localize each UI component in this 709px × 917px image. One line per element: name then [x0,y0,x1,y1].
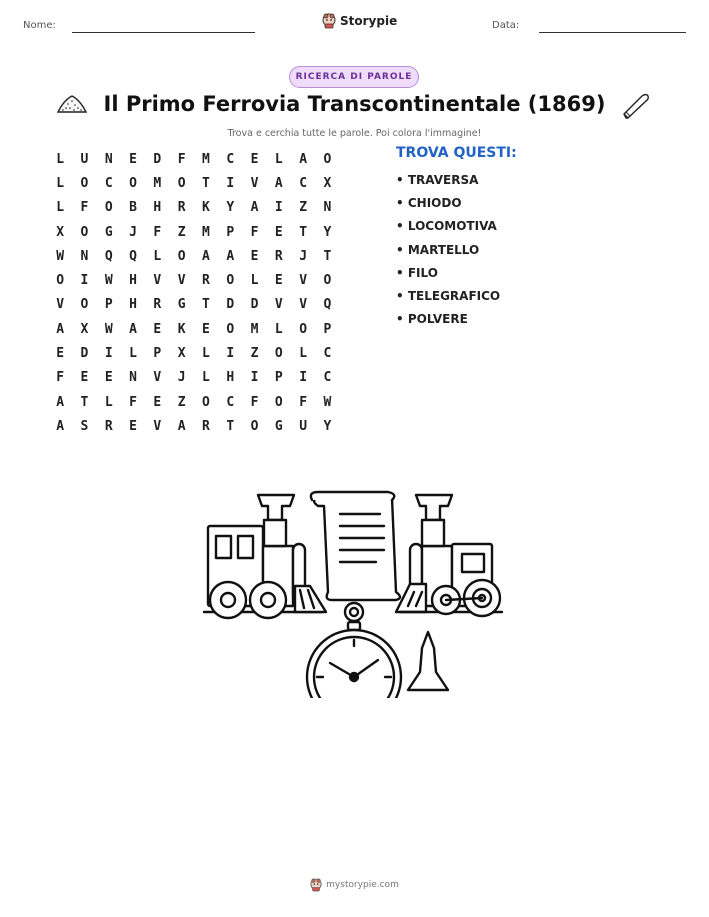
grid-cell[interactable]: V [299,273,308,289]
grid-cell[interactable]: E [274,273,283,289]
grid-cell[interactable]: I [274,200,283,216]
grid-cell[interactable]: P [323,321,332,337]
grid-cell[interactable]: O [274,346,283,362]
grid-cell[interactable]: Z [299,200,308,216]
grid-cell[interactable]: E [202,321,210,337]
activity-badge: RICERCA DI PAROLE [289,66,419,88]
grid-cell[interactable]: O [323,151,332,167]
grid-cell[interactable]: B [129,200,137,216]
grid-cell[interactable]: V [153,370,162,386]
grid-cell[interactable]: N [80,248,89,264]
grid-cell[interactable]: R [104,418,113,434]
word-list-item: • POLVERE [396,312,468,327]
grid-cell[interactable]: O [299,321,308,337]
grid-cell[interactable]: T [202,175,210,191]
grid-cell[interactable]: N [104,151,113,167]
grid-cell[interactable]: L [274,321,283,337]
grid-cell[interactable]: F [56,370,65,386]
grid-cell[interactable]: I [250,370,259,386]
grid-cell[interactable]: O [323,273,332,289]
grid-cell[interactable]: L [56,175,65,191]
grid-cell[interactable]: X [323,175,332,191]
grid-cell[interactable]: E [274,224,283,240]
grid-cell[interactable]: F [250,224,259,240]
grid-cell[interactable]: E [250,248,259,264]
grid-cell[interactable]: F [299,394,308,410]
grid-cell[interactable]: T [202,297,210,313]
grid-cell[interactable]: H [129,297,137,313]
grid-cell[interactable]: O [80,175,89,191]
grid-cell[interactable]: W [104,273,113,289]
grid-cell[interactable]: R [177,200,186,216]
word-search-grid[interactable] [48,147,340,439]
grid-cell[interactable]: O [177,175,186,191]
word-list-item: • LOCOMOTIVA [396,219,497,234]
grid-cell[interactable]: G [274,418,283,434]
grid-cell[interactable]: C [104,175,113,191]
word-list-item: • TRAVERSA [396,173,479,187]
grid-cell[interactable]: F [80,200,89,216]
grid-cell[interactable]: E [104,370,113,386]
brand-name: Storypie [340,14,398,28]
grid-cell[interactable]: T [226,418,235,434]
grid-cell[interactable]: A [250,200,259,216]
grid-cell[interactable]: I [226,346,235,362]
grid-cell[interactable]: A [56,394,65,410]
grid-cell[interactable]: V [177,273,186,289]
grid-cell[interactable]: R [202,418,210,434]
grid-cell[interactable]: O [80,297,89,313]
grid-cell[interactable]: O [104,200,113,216]
grid-cell[interactable]: D [153,151,162,167]
grid-cell[interactable]: T [299,224,308,240]
grid-cell[interactable]: E [129,418,137,434]
grid-cell[interactable]: E [250,151,259,167]
grid-cell[interactable]: U [80,151,89,167]
footer-url[interactable]: mystorypie.com [326,880,399,890]
grid-cell[interactable]: J [299,248,308,264]
pencil-icon [620,90,652,122]
grid-cell[interactable]: R [274,248,283,264]
storypie-mascot-icon [322,13,336,29]
page-title: Il Primo Ferrovia Transcontinentale (1869) [103,92,606,116]
date-line[interactable] [539,32,686,33]
grid-cell[interactable]: Y [323,224,332,240]
footer [0,878,709,892]
grid-cell[interactable]: I [299,370,308,386]
grid-cell[interactable]: E [56,346,65,362]
grid-cell[interactable]: L [56,151,65,167]
grid-cell[interactable]: Q [129,248,137,264]
grid-cell[interactable]: D [250,297,259,313]
grid-cell[interactable]: Z [177,394,186,410]
grid-cell[interactable]: C [299,175,308,191]
grid-cell[interactable]: I [80,273,89,289]
grid-cell[interactable]: E [153,394,162,410]
name-line[interactable] [72,32,255,33]
grid-cell[interactable]: O [129,175,137,191]
grid-cell[interactable]: N [129,370,137,386]
grid-cell[interactable]: F [153,224,162,240]
grid-cell[interactable]: Y [226,200,235,216]
grid-cell[interactable]: I [104,346,113,362]
word-list-item: • CHIODO [396,196,462,211]
grid-cell[interactable]: O [56,273,65,289]
railroad-spike[interactable] [408,632,448,690]
grid-cell[interactable]: V [153,418,162,434]
grid-cell[interactable]: O [80,224,89,240]
grid-cell[interactable]: R [153,297,162,313]
grid-cell[interactable]: O [250,418,259,434]
grid-cell[interactable]: C [226,394,235,410]
grid-cell[interactable]: L [250,273,259,289]
grid-cell[interactable]: O [202,394,210,410]
grid-cell[interactable]: D [226,297,235,313]
grid-cell[interactable]: M [202,224,210,240]
grid-cell[interactable]: X [56,224,65,240]
grid-cell[interactable]: F [177,151,186,167]
grid-cell[interactable]: A [129,321,137,337]
grid-cell[interactable]: K [177,321,186,337]
grid-cell[interactable]: V [299,297,308,313]
grid-cell[interactable]: C [323,370,332,386]
grid-cell[interactable]: C [226,151,235,167]
grid-cell[interactable]: J [177,370,186,386]
grid-cell[interactable]: W [56,248,65,264]
grid-cell[interactable]: P [104,297,113,313]
grid-cell[interactable]: X [80,321,89,337]
grid-cell[interactable]: P [153,346,162,362]
word-list-item: • FILO [396,265,438,280]
locomotive-right[interactable] [396,495,502,616]
grid-cell[interactable]: I [226,175,235,191]
grid-cell[interactable]: Z [250,346,259,362]
grid-cell[interactable]: A [274,175,283,191]
grid-cell[interactable]: P [226,224,235,240]
grid-cell[interactable]: E [129,151,137,167]
grid-cell[interactable]: C [323,346,332,362]
grid-cell[interactable]: V [56,297,65,313]
document-scroll[interactable] [311,492,400,600]
grid-cell[interactable]: L [202,346,210,362]
grid-cell[interactable]: G [104,224,113,240]
grid-cell[interactable]: V [250,175,259,191]
word-list [396,172,500,334]
grid-cell[interactable]: Q [323,297,332,313]
locomotive-left[interactable] [204,495,326,618]
grid-cell[interactable]: N [323,200,332,216]
grid-cell[interactable]: L [299,346,308,362]
date-label: Data: [492,20,520,31]
grid-cell[interactable]: Z [177,224,186,240]
grid-cell[interactable]: F [250,394,259,410]
grid-cell[interactable]: R [202,273,210,289]
grid-cell[interactable]: L [274,151,283,167]
grid-cell[interactable]: U [299,418,308,434]
storypie-mascot-icon [310,878,322,892]
grid-cell[interactable]: L [153,248,162,264]
grid-cell[interactable]: W [323,394,332,410]
grid-cell[interactable]: H [226,370,235,386]
grid-cell[interactable]: A [226,248,235,264]
grid-cell[interactable]: F [129,394,137,410]
grid-cell[interactable]: L [129,346,137,362]
instructions: Trova e cerchia tutte le parole. Poi colora l'immagine! [227,128,482,139]
grid-cell[interactable]: T [80,394,89,410]
grid-cell[interactable]: J [129,224,137,240]
grid-cell[interactable]: O [226,273,235,289]
grid-cell[interactable]: O [177,248,186,264]
grid-cell[interactable]: T [323,248,332,264]
grid-cell[interactable]: Y [323,418,332,434]
grid-cell[interactable]: L [104,394,113,410]
grid-cell[interactable]: L [56,200,65,216]
word-list-title: TROVA QUESTI: [396,145,517,161]
word-list-item: • TELEGRAFICO [396,288,501,303]
grid-cell[interactable]: S [80,418,89,434]
grid-cell[interactable]: W [104,321,113,337]
grid-cell[interactable]: H [129,273,137,289]
grid-cell[interactable]: A [202,248,210,264]
name-label: Nome: [23,20,56,31]
grid-cell[interactable]: M [153,175,162,191]
grid-cell[interactable]: M [250,321,259,337]
grid-cell[interactable]: P [274,370,283,386]
grid-cell[interactable]: Q [104,248,113,264]
grid-cell[interactable]: A [299,151,308,167]
grid-cell[interactable]: V [274,297,283,313]
grid-cell[interactable]: O [226,321,235,337]
grid-cell[interactable]: M [202,151,210,167]
grid-cell[interactable]: D [80,346,89,362]
grid-cell[interactable]: V [153,273,162,289]
grid-cell[interactable]: G [177,297,186,313]
brand-logo [322,13,397,29]
grid-cell[interactable]: H [153,200,162,216]
pocket-watch[interactable] [307,603,401,698]
grid-cell[interactable]: E [80,370,89,386]
grid-cell[interactable]: O [274,394,283,410]
grid-cell[interactable]: L [202,370,210,386]
grid-cell[interactable]: K [202,200,210,216]
grid-cell[interactable]: X [177,346,186,362]
grid-cell[interactable]: E [153,321,162,337]
grid-cell[interactable]: A [56,418,65,434]
railroad-illustration[interactable] [200,488,510,698]
grid-cell[interactable]: A [177,418,186,434]
word-list-item: • MARTELLO [396,242,480,257]
grid-cell[interactable]: A [56,321,65,337]
